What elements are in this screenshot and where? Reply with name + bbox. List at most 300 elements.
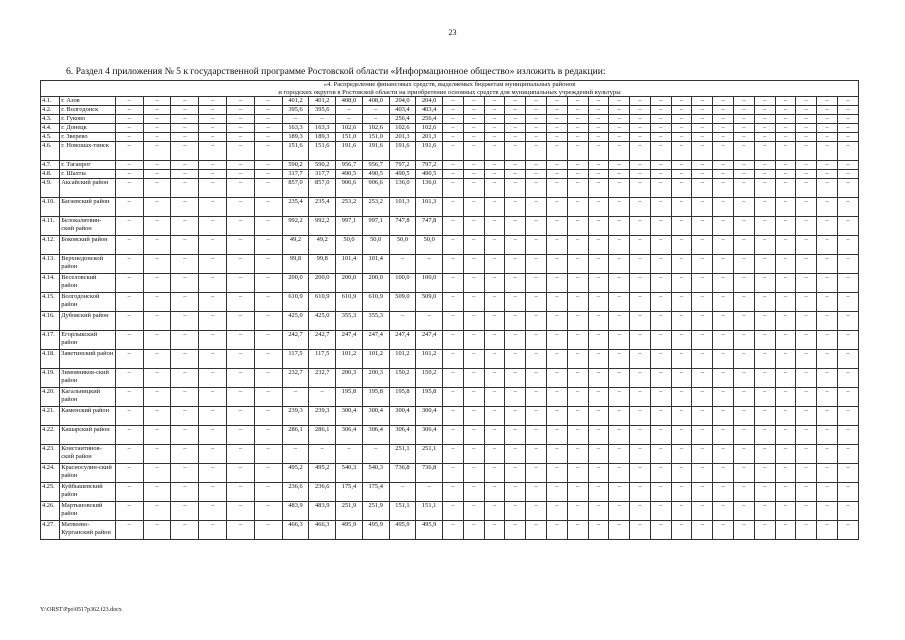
value-cell: 151,6 (282, 142, 309, 161)
value-cell: 490,5 (416, 170, 443, 179)
empty-value-cell: – (733, 236, 754, 255)
empty-value-cell: – (630, 106, 651, 115)
empty-value-cell: – (484, 217, 505, 236)
empty-value-cell: – (227, 388, 255, 407)
value-cell: – (416, 312, 443, 331)
value-cell: 857,0 (282, 179, 309, 198)
empty-value-cell: – (713, 407, 734, 426)
empty-value-cell: – (796, 217, 817, 236)
table-row (41, 97, 859, 106)
empty-value-cell: – (143, 350, 171, 369)
empty-value-cell: – (254, 97, 282, 106)
empty-value-cell: – (713, 350, 734, 369)
table-row (41, 161, 859, 170)
empty-value-cell: – (754, 106, 775, 115)
empty-value-cell: – (671, 97, 692, 106)
empty-value-cell: – (733, 426, 754, 445)
empty-value-cell: – (115, 369, 143, 388)
empty-value-cell: – (754, 445, 775, 464)
value-cell: 136,0 (416, 179, 443, 198)
section-heading: 6. Раздел 4 приложения № 5 к государственной программе Ростовской области «Информационное общество» изложить в редакции: (66, 66, 606, 77)
empty-value-cell: – (505, 388, 526, 407)
empty-value-cell: – (671, 142, 692, 161)
empty-value-cell: – (630, 133, 651, 142)
municipality-name: Константинов-ский район (60, 445, 116, 464)
empty-value-cell: – (115, 217, 143, 236)
empty-value-cell: – (526, 521, 547, 540)
empty-value-cell: – (463, 388, 484, 407)
empty-value-cell: – (796, 350, 817, 369)
empty-value-cell: – (650, 274, 671, 293)
empty-value-cell: – (796, 115, 817, 124)
empty-value-cell: – (171, 179, 199, 198)
value-cell: 251,9 (362, 502, 389, 521)
empty-value-cell: – (671, 179, 692, 198)
value-cell: 150,2 (389, 369, 416, 388)
value-cell: 247,4 (389, 331, 416, 350)
empty-value-cell: – (567, 133, 588, 142)
empty-value-cell: – (692, 445, 713, 464)
empty-value-cell: – (650, 97, 671, 106)
value-cell: 175,4 (336, 483, 363, 502)
empty-value-cell: – (199, 198, 227, 217)
empty-value-cell: – (546, 97, 567, 106)
value-cell: – (309, 445, 336, 464)
empty-value-cell: – (796, 464, 817, 483)
empty-value-cell: – (505, 142, 526, 161)
empty-value-cell: – (199, 464, 227, 483)
empty-value-cell: – (567, 97, 588, 106)
empty-value-cell: – (630, 236, 651, 255)
empty-value-cell: – (650, 293, 671, 312)
empty-value-cell: – (505, 502, 526, 521)
empty-value-cell: – (463, 115, 484, 124)
value-cell: 189,3 (282, 133, 309, 142)
empty-value-cell: – (526, 142, 547, 161)
empty-value-cell: – (546, 483, 567, 502)
municipality-name: г. Зверево (60, 133, 116, 142)
value-cell: 101,2 (336, 350, 363, 369)
table-row (41, 388, 859, 407)
empty-value-cell: – (443, 521, 464, 540)
empty-value-cell: – (143, 426, 171, 445)
empty-value-cell: – (227, 502, 255, 521)
empty-value-cell: – (713, 106, 734, 115)
table-row (41, 521, 859, 540)
empty-value-cell: – (505, 407, 526, 426)
empty-value-cell: – (692, 312, 713, 331)
empty-value-cell: – (733, 115, 754, 124)
value-cell: 992,2 (309, 217, 336, 236)
value-cell: 236,6 (282, 483, 309, 502)
empty-value-cell: – (546, 115, 567, 124)
empty-value-cell: – (630, 142, 651, 161)
value-cell: – (362, 445, 389, 464)
empty-value-cell: – (227, 115, 255, 124)
value-cell: 101,3 (416, 198, 443, 217)
empty-value-cell: – (505, 483, 526, 502)
value-cell: – (336, 115, 363, 124)
value-cell: 101,2 (389, 350, 416, 369)
empty-value-cell: – (817, 521, 838, 540)
value-cell: 540,3 (362, 464, 389, 483)
empty-value-cell: – (775, 312, 796, 331)
municipality-name: Белокалитвин-ский район (60, 217, 116, 236)
empty-value-cell: – (505, 369, 526, 388)
empty-value-cell: – (505, 426, 526, 445)
empty-value-cell: – (588, 255, 609, 274)
empty-value-cell: – (199, 502, 227, 521)
empty-value-cell: – (484, 331, 505, 350)
empty-value-cell: – (199, 142, 227, 161)
row-number: 4.4. (41, 124, 60, 133)
empty-value-cell: – (115, 179, 143, 198)
empty-value-cell: – (754, 161, 775, 170)
empty-value-cell: – (115, 142, 143, 161)
empty-value-cell: – (143, 483, 171, 502)
empty-value-cell: – (671, 426, 692, 445)
empty-value-cell: – (199, 124, 227, 133)
empty-value-cell: – (733, 369, 754, 388)
empty-value-cell: – (463, 255, 484, 274)
empty-value-cell: – (115, 464, 143, 483)
empty-value-cell: – (692, 350, 713, 369)
empty-value-cell: – (650, 502, 671, 521)
empty-value-cell: – (650, 407, 671, 426)
empty-value-cell: – (199, 161, 227, 170)
value-cell: 232,7 (282, 369, 309, 388)
empty-value-cell: – (484, 115, 505, 124)
empty-value-cell: – (733, 407, 754, 426)
empty-value-cell: – (775, 464, 796, 483)
row-number: 4.19. (41, 369, 60, 388)
empty-value-cell: – (754, 369, 775, 388)
empty-value-cell: – (817, 312, 838, 331)
empty-value-cell: – (775, 133, 796, 142)
empty-value-cell: – (713, 161, 734, 170)
empty-value-cell: – (713, 312, 734, 331)
row-number: 4.1. (41, 97, 60, 106)
empty-value-cell: – (754, 312, 775, 331)
empty-value-cell: – (199, 293, 227, 312)
row-number: 4.18. (41, 350, 60, 369)
row-number: 4.16. (41, 312, 60, 331)
empty-value-cell: – (143, 274, 171, 293)
empty-value-cell: – (484, 142, 505, 161)
empty-value-cell: – (692, 255, 713, 274)
empty-value-cell: – (199, 236, 227, 255)
empty-value-cell: – (171, 407, 199, 426)
value-cell: 956,7 (362, 161, 389, 170)
empty-value-cell: – (546, 293, 567, 312)
municipality-name: Дубовский район (60, 312, 116, 331)
empty-value-cell: – (546, 198, 567, 217)
value-cell: 483,9 (309, 502, 336, 521)
table-title-row (41, 81, 859, 97)
empty-value-cell: – (609, 502, 630, 521)
empty-value-cell: – (227, 521, 255, 540)
row-number: 4.20. (41, 388, 60, 407)
empty-value-cell: – (546, 312, 567, 331)
empty-value-cell: – (143, 198, 171, 217)
value-cell: 300,4 (336, 407, 363, 426)
empty-value-cell: – (227, 142, 255, 161)
value-cell: 540,3 (336, 464, 363, 483)
empty-value-cell: – (463, 133, 484, 142)
empty-value-cell: – (588, 142, 609, 161)
empty-value-cell: – (588, 369, 609, 388)
empty-value-cell: – (115, 274, 143, 293)
empty-value-cell: – (546, 170, 567, 179)
empty-value-cell: – (171, 502, 199, 521)
row-number: 4.25. (41, 483, 60, 502)
empty-value-cell: – (143, 331, 171, 350)
empty-value-cell: – (463, 106, 484, 115)
empty-value-cell: – (692, 236, 713, 255)
empty-value-cell: – (671, 255, 692, 274)
value-cell: 251,9 (336, 502, 363, 521)
empty-value-cell: – (199, 274, 227, 293)
value-cell: 239,3 (309, 407, 336, 426)
empty-value-cell: – (692, 502, 713, 521)
empty-value-cell: – (775, 161, 796, 170)
value-cell: 956,7 (336, 161, 363, 170)
empty-value-cell: – (837, 179, 858, 198)
empty-value-cell: – (171, 217, 199, 236)
empty-value-cell: – (796, 407, 817, 426)
value-cell: 235,4 (309, 198, 336, 217)
value-cell: – (282, 388, 309, 407)
value-cell: 490,5 (389, 170, 416, 179)
value-cell: 736,8 (389, 464, 416, 483)
empty-value-cell: – (630, 407, 651, 426)
empty-value-cell: – (254, 502, 282, 521)
row-number: 4.14. (41, 274, 60, 293)
table-row (41, 179, 859, 198)
empty-value-cell: – (630, 161, 651, 170)
empty-value-cell: – (143, 179, 171, 198)
empty-value-cell: – (650, 350, 671, 369)
value-cell: – (282, 445, 309, 464)
municipality-name: г. Гуково (60, 115, 116, 124)
empty-value-cell: – (650, 142, 671, 161)
value-cell: 857,0 (309, 179, 336, 198)
empty-value-cell: – (775, 407, 796, 426)
empty-value-cell: – (837, 312, 858, 331)
table-row (41, 293, 859, 312)
empty-value-cell: – (526, 236, 547, 255)
empty-value-cell: – (143, 236, 171, 255)
empty-value-cell: – (609, 388, 630, 407)
value-cell: 204,0 (416, 97, 443, 106)
table-row (41, 369, 859, 388)
empty-value-cell: – (837, 170, 858, 179)
empty-value-cell: – (837, 464, 858, 483)
empty-value-cell: – (443, 464, 464, 483)
empty-value-cell: – (254, 170, 282, 179)
empty-value-cell: – (484, 464, 505, 483)
empty-value-cell: – (588, 426, 609, 445)
row-number: 4.3. (41, 115, 60, 124)
value-cell: 232,7 (309, 369, 336, 388)
empty-value-cell: – (443, 124, 464, 133)
empty-value-cell: – (484, 161, 505, 170)
empty-value-cell: – (713, 521, 734, 540)
table-row (41, 106, 859, 115)
empty-value-cell: – (671, 106, 692, 115)
empty-value-cell: – (796, 521, 817, 540)
empty-value-cell: – (199, 312, 227, 331)
empty-value-cell: – (463, 217, 484, 236)
value-cell: 102,6 (336, 124, 363, 133)
empty-value-cell: – (775, 179, 796, 198)
empty-value-cell: – (567, 407, 588, 426)
empty-value-cell: – (796, 312, 817, 331)
empty-value-cell: – (588, 274, 609, 293)
empty-value-cell: – (254, 198, 282, 217)
empty-value-cell: – (199, 133, 227, 142)
empty-value-cell: – (837, 97, 858, 106)
empty-value-cell: – (713, 115, 734, 124)
empty-value-cell: – (609, 198, 630, 217)
value-cell: 151,0 (362, 133, 389, 142)
municipality-name: г. Донецк (60, 124, 116, 133)
empty-value-cell: – (650, 217, 671, 236)
empty-value-cell: – (754, 426, 775, 445)
municipality-name: Красносулин-ский район (60, 464, 116, 483)
empty-value-cell: – (837, 198, 858, 217)
empty-value-cell: – (199, 521, 227, 540)
empty-value-cell: – (837, 236, 858, 255)
value-cell: 200,0 (282, 274, 309, 293)
empty-value-cell: – (713, 170, 734, 179)
value-cell: 997,1 (362, 217, 389, 236)
empty-value-cell: – (671, 407, 692, 426)
value-cell: 466,3 (282, 521, 309, 540)
empty-value-cell: – (443, 179, 464, 198)
empty-value-cell: – (171, 106, 199, 115)
empty-value-cell: – (463, 369, 484, 388)
empty-value-cell: – (443, 407, 464, 426)
empty-value-cell: – (609, 426, 630, 445)
empty-value-cell: – (671, 217, 692, 236)
empty-value-cell: – (254, 464, 282, 483)
empty-value-cell: – (505, 179, 526, 198)
empty-value-cell: – (692, 170, 713, 179)
empty-value-cell: – (463, 312, 484, 331)
empty-value-cell: – (713, 483, 734, 502)
empty-value-cell: – (143, 369, 171, 388)
empty-value-cell: – (254, 521, 282, 540)
empty-value-cell: – (713, 97, 734, 106)
municipality-name: г. Новошах-тинск (60, 142, 116, 161)
empty-value-cell: – (692, 369, 713, 388)
empty-value-cell: – (526, 293, 547, 312)
empty-value-cell: – (227, 236, 255, 255)
empty-value-cell: – (567, 445, 588, 464)
row-number: 4.22. (41, 426, 60, 445)
empty-value-cell: – (775, 217, 796, 236)
empty-value-cell: – (754, 217, 775, 236)
empty-value-cell: – (775, 170, 796, 179)
empty-value-cell: – (443, 483, 464, 502)
empty-value-cell: – (671, 483, 692, 502)
municipality-name: Каменский район (60, 407, 116, 426)
empty-value-cell: – (505, 445, 526, 464)
empty-value-cell: – (227, 483, 255, 502)
empty-value-cell: – (484, 293, 505, 312)
empty-value-cell: – (171, 388, 199, 407)
empty-value-cell: – (171, 255, 199, 274)
empty-value-cell: – (733, 255, 754, 274)
empty-value-cell: – (754, 133, 775, 142)
empty-value-cell: – (443, 161, 464, 170)
value-cell: 175,4 (362, 483, 389, 502)
value-cell: 200,0 (362, 274, 389, 293)
value-cell: 253,2 (362, 198, 389, 217)
empty-value-cell: – (754, 198, 775, 217)
value-cell: 306,4 (389, 426, 416, 445)
value-cell: 100,0 (389, 274, 416, 293)
empty-value-cell: – (588, 170, 609, 179)
empty-value-cell: – (754, 293, 775, 312)
empty-value-cell: – (713, 274, 734, 293)
empty-value-cell: – (546, 161, 567, 170)
empty-value-cell: – (630, 217, 651, 236)
empty-value-cell: – (754, 142, 775, 161)
value-cell: 797,2 (389, 161, 416, 170)
value-cell: 247,4 (416, 331, 443, 350)
empty-value-cell: – (546, 464, 567, 483)
empty-value-cell: – (796, 445, 817, 464)
empty-value-cell: – (775, 198, 796, 217)
empty-value-cell: – (526, 179, 547, 198)
empty-value-cell: – (796, 426, 817, 445)
table-title (41, 81, 859, 97)
empty-value-cell: – (171, 350, 199, 369)
empty-value-cell: – (546, 502, 567, 521)
value-cell: 100,0 (416, 274, 443, 293)
value-cell: 151,6 (309, 142, 336, 161)
empty-value-cell: – (199, 217, 227, 236)
empty-value-cell: – (796, 388, 817, 407)
value-cell: 797,2 (416, 161, 443, 170)
empty-value-cell: – (463, 426, 484, 445)
empty-value-cell: – (254, 217, 282, 236)
empty-value-cell: – (567, 255, 588, 274)
empty-value-cell: – (837, 133, 858, 142)
value-cell: 101,2 (416, 350, 443, 369)
empty-value-cell: – (630, 426, 651, 445)
empty-value-cell: – (443, 115, 464, 124)
empty-value-cell: – (713, 179, 734, 198)
empty-value-cell: – (733, 483, 754, 502)
value-cell: 256,4 (416, 115, 443, 124)
empty-value-cell: – (171, 198, 199, 217)
empty-value-cell: – (171, 445, 199, 464)
empty-value-cell: – (692, 142, 713, 161)
empty-value-cell: – (671, 312, 692, 331)
empty-value-cell: – (609, 483, 630, 502)
empty-value-cell: – (171, 124, 199, 133)
value-cell: 200,3 (336, 369, 363, 388)
empty-value-cell: – (171, 331, 199, 350)
empty-value-cell: – (817, 161, 838, 170)
empty-value-cell: – (484, 255, 505, 274)
empty-value-cell: – (227, 124, 255, 133)
empty-value-cell: – (484, 369, 505, 388)
empty-value-cell: – (567, 236, 588, 255)
